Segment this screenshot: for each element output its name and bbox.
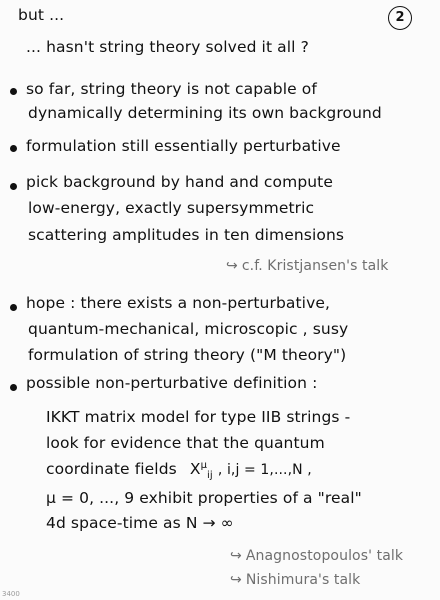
bullet-dot — [10, 88, 17, 95]
bullet-5-reference-1: ↪ Anagnostopoulos' talk — [230, 548, 404, 564]
bullet-4-line-3: formulation of string theory ("M theory") — [28, 346, 347, 364]
bullet-3-line-2: low-energy, exactly supersymmetric — [28, 199, 315, 217]
page-number: 2 — [388, 6, 412, 30]
bullet-5-reference-2: ↪ Nishimura's talk — [230, 572, 361, 588]
bullet-5-subline-4: μ = 0, ..., 9 exhibit properties of a "real" — [46, 489, 362, 507]
bullet-dot — [10, 145, 17, 152]
bullet-1-line-2: dynamically determining its own background — [28, 104, 382, 122]
bullet-dot — [10, 384, 17, 391]
bullet-5-line-1: possible non-perturbative definition : — [26, 374, 318, 392]
bullet-1-line-1: so far, string theory is not capable of — [26, 80, 317, 98]
bullet-dot — [10, 183, 17, 190]
reference-arrow-icon: ↪ — [226, 258, 238, 274]
bullet-5-subline-3: coordinate fields $X^\mu_{ij}$ , i,j = 1,...,N , — [46, 460, 312, 482]
reference-arrow-icon: ↪ — [230, 572, 242, 588]
bullet-4-line-2: quantum-mechanical, microscopic , susy — [28, 320, 349, 338]
bullet-3-reference: ↪ c.f. Kristjansen's talk — [226, 258, 389, 274]
bullet-dot — [10, 304, 17, 311]
header-line-2: ... hasn't string theory solved it all ? — [26, 38, 309, 56]
corner-mark: 3400 — [2, 590, 20, 598]
field-range: , i,j = 1,...,N , — [217, 462, 312, 479]
bullet-3-line-1: pick background by hand and compute — [26, 173, 333, 191]
header-line-1: but ... — [18, 6, 65, 24]
bullet-4-line-1: hope : there exists a non-perturbative, — [26, 294, 331, 312]
reference-arrow-icon: ↪ — [230, 548, 242, 564]
bullet-5-subline-2: look for evidence that the quantum — [46, 434, 325, 452]
bullet-5-subline-1: IKKT matrix model for type IIB strings - — [46, 408, 351, 426]
bullet-2-line-1: formulation still essentially perturbative — [26, 137, 341, 155]
field-symbol: $X^\mu_{ij}$ — [189, 460, 213, 482]
bullet-3-line-3: scattering amplitudes in ten dimensions — [28, 226, 345, 244]
bullet-5-subline-5: 4d space-time as N → ∞ — [46, 514, 234, 532]
